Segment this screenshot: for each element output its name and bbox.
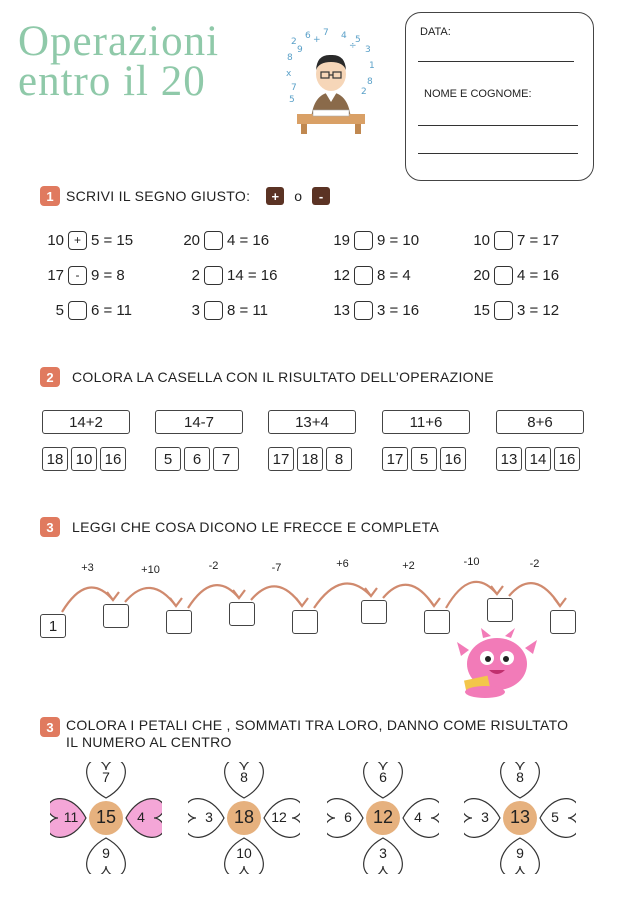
svg-text:2: 2 bbox=[361, 87, 367, 97]
answer-box[interactable] bbox=[292, 610, 318, 634]
svg-text:7: 7 bbox=[323, 28, 329, 38]
operand-b-result: 4 = 16 bbox=[517, 266, 560, 284]
svg-text:1: 1 bbox=[369, 61, 375, 71]
arrow-label: +3 bbox=[81, 562, 94, 574]
sign-answer-box[interactable] bbox=[204, 266, 223, 285]
sign-answer-box[interactable] bbox=[68, 301, 87, 320]
equation bbox=[44, 264, 125, 286]
svg-text:8: 8 bbox=[287, 53, 293, 63]
flower-center-number: 13 bbox=[509, 807, 531, 827]
equation bbox=[330, 264, 411, 286]
answer-option-box[interactable]: 16 bbox=[100, 447, 126, 471]
answer-option-box[interactable]: 6 bbox=[184, 447, 210, 471]
equation bbox=[44, 299, 132, 321]
svg-text:5: 5 bbox=[355, 35, 361, 45]
section-1-badge: 1 bbox=[40, 186, 60, 206]
arrow-label: +2 bbox=[402, 560, 415, 572]
answer-box[interactable] bbox=[550, 610, 576, 634]
answer-box[interactable] bbox=[103, 604, 129, 628]
arrow-curve bbox=[509, 583, 560, 606]
operand-b-result: 9 = 8 bbox=[91, 266, 125, 284]
petal-number-left: 3 bbox=[481, 809, 489, 825]
answer-option-box[interactable]: 13 bbox=[496, 447, 522, 471]
equation bbox=[180, 299, 268, 321]
sign-answer-box[interactable] bbox=[494, 266, 513, 285]
arrow-head bbox=[365, 588, 377, 596]
equation bbox=[44, 229, 133, 251]
student-illustration bbox=[283, 28, 379, 136]
petal-number-left: 11 bbox=[63, 809, 79, 825]
petal-number-bottom: 9 bbox=[102, 845, 110, 861]
arrow-curve bbox=[125, 588, 176, 606]
or-text: o bbox=[294, 188, 303, 204]
sign-answer-box[interactable] bbox=[494, 231, 513, 250]
petal-number-top: 6 bbox=[379, 769, 387, 785]
petal-number-left: 6 bbox=[344, 809, 352, 825]
operand-a: 13 bbox=[333, 301, 350, 319]
operand-a: 10 bbox=[473, 231, 490, 249]
operand-b-result: 8 = 11 bbox=[227, 301, 269, 319]
name-label: NOME E COGNOME: bbox=[424, 88, 532, 100]
plus-sign-badge: + bbox=[266, 187, 284, 205]
petal-number-right: 12 bbox=[271, 809, 287, 825]
operand-a: 20 bbox=[473, 266, 490, 284]
operand-a: 5 bbox=[55, 301, 64, 319]
section-2-badge: 2 bbox=[40, 367, 60, 387]
operand-a: 3 bbox=[191, 301, 200, 319]
petal-number-bottom: 10 bbox=[236, 845, 252, 861]
petal-number-left: 3 bbox=[205, 809, 213, 825]
answer-option-box[interactable]: 5 bbox=[155, 447, 181, 471]
petal-number-top: 8 bbox=[240, 769, 248, 785]
sign-answer-box[interactable]: + bbox=[68, 231, 87, 250]
operand-a: 20 bbox=[183, 231, 200, 249]
arrow-head bbox=[554, 598, 566, 606]
petal-number-bottom: 3 bbox=[379, 845, 387, 861]
arrow-label: +10 bbox=[141, 564, 160, 576]
section-1-title: SCRIVI IL SEGNO GIUSTO: bbox=[66, 188, 251, 204]
section-3-badge: 3 bbox=[40, 517, 60, 537]
flower-center-number: 18 bbox=[233, 807, 255, 827]
operand-b-result: 3 = 16 bbox=[377, 301, 420, 319]
equation bbox=[180, 264, 277, 286]
answer-option-box[interactable]: 17 bbox=[382, 447, 408, 471]
operation-box: 14-7 bbox=[155, 410, 243, 434]
operand-b-result: 4 = 16 bbox=[227, 231, 270, 249]
operand-b-result: 3 = 12 bbox=[517, 301, 560, 319]
svg-text:2: 2 bbox=[291, 37, 297, 47]
answer-option-box[interactable]: 7 bbox=[213, 447, 239, 471]
operand-a: 2 bbox=[191, 266, 200, 284]
student-info-box bbox=[405, 12, 594, 181]
section-1-header bbox=[40, 186, 330, 206]
sign-answer-box[interactable] bbox=[494, 301, 513, 320]
section-4-title-line-2: IL NUMERO AL CENTRO bbox=[66, 734, 232, 750]
operand-a: 10 bbox=[47, 231, 64, 249]
equation bbox=[330, 299, 419, 321]
answer-box[interactable] bbox=[424, 610, 450, 634]
equation bbox=[470, 229, 559, 251]
operand-b-result: 14 = 16 bbox=[227, 266, 278, 284]
arrow-head bbox=[296, 598, 308, 606]
equation bbox=[470, 299, 559, 321]
petal-number-right: 5 bbox=[551, 809, 559, 825]
name-field-line-2[interactable] bbox=[418, 153, 578, 154]
answer-option-box[interactable]: 18 bbox=[42, 447, 68, 471]
answer-option-box[interactable]: 16 bbox=[440, 447, 466, 471]
answer-box[interactable] bbox=[361, 600, 387, 624]
answer-box[interactable] bbox=[229, 602, 255, 626]
arrow-head bbox=[491, 586, 503, 594]
equation bbox=[470, 264, 559, 286]
section-2-title: COLORA LA CASELLA CON IL RISULTATO DELL’OPERAZIONE bbox=[72, 369, 494, 385]
operand-b-result: 6 = 11 bbox=[91, 301, 133, 319]
petal-number-top: 7 bbox=[102, 769, 110, 785]
arrow-label: +6 bbox=[336, 558, 349, 570]
section-2-header bbox=[40, 367, 494, 387]
arrow-curve bbox=[251, 586, 302, 606]
operand-a: 17 bbox=[47, 266, 64, 284]
answer-option-box[interactable]: 5 bbox=[411, 447, 437, 471]
equation bbox=[330, 229, 419, 251]
section-4-title-line-1: COLORA I PETALI CHE , SOMMATI TRA LORO, DANNO COME RISULTATO bbox=[66, 717, 569, 733]
operation-box: 14+2 bbox=[42, 410, 130, 434]
operand-b-result: 5 = 15 bbox=[91, 231, 134, 249]
date-label: DATA: bbox=[420, 26, 451, 38]
answer-box[interactable] bbox=[487, 598, 513, 622]
svg-text:5: 5 bbox=[289, 95, 295, 105]
name-field-line-1[interactable] bbox=[418, 125, 578, 126]
sign-answer-box[interactable] bbox=[354, 231, 373, 250]
svg-text:9: 9 bbox=[297, 45, 303, 55]
petal-number-bottom: 9 bbox=[516, 845, 524, 861]
start-number-box: 1 bbox=[40, 614, 66, 638]
petal-number-right: 4 bbox=[137, 809, 145, 825]
operand-b-result: 9 = 10 bbox=[377, 231, 420, 249]
arrow-head bbox=[233, 590, 245, 598]
arrow-label: -10 bbox=[463, 556, 480, 568]
equation bbox=[180, 229, 269, 251]
svg-text:x: x bbox=[286, 69, 292, 79]
arrow-head bbox=[170, 598, 182, 606]
arrow-label: -2 bbox=[529, 558, 540, 570]
sign-answer-box[interactable] bbox=[204, 301, 223, 320]
arrow-label: -2 bbox=[208, 560, 219, 572]
petal-number-right: 4 bbox=[414, 809, 422, 825]
operation-box: 11+6 bbox=[382, 410, 470, 434]
section-3-title: LEGGI CHE COSA DICONO LE FRECCE E COMPLETA bbox=[72, 519, 440, 535]
operand-b-result: 8 = 4 bbox=[377, 266, 411, 284]
worksheet-title bbox=[18, 18, 220, 105]
monster-illustration bbox=[455, 628, 539, 700]
operation-box: 8+6 bbox=[496, 410, 584, 434]
flower-center-number: 15 bbox=[95, 807, 117, 827]
svg-text:7: 7 bbox=[291, 83, 297, 93]
svg-text:+: + bbox=[313, 35, 321, 45]
sign-answer-box[interactable] bbox=[354, 266, 373, 285]
date-field-line[interactable] bbox=[418, 61, 574, 62]
arrow-label: -7 bbox=[271, 562, 282, 574]
minus-sign-badge: - bbox=[312, 187, 330, 205]
operand-a: 12 bbox=[333, 266, 350, 284]
svg-text:÷: ÷ bbox=[349, 41, 357, 51]
svg-text:6: 6 bbox=[305, 31, 311, 41]
arrow-head bbox=[428, 598, 440, 606]
sign-answer-box[interactable]: - bbox=[68, 266, 87, 285]
arrow-head bbox=[107, 592, 119, 600]
operand-b-result: 7 = 17 bbox=[517, 231, 560, 249]
answer-option-box[interactable]: 17 bbox=[268, 447, 294, 471]
arrow-curve bbox=[383, 585, 434, 606]
answer-option-box[interactable]: 18 bbox=[297, 447, 323, 471]
svg-text:8: 8 bbox=[367, 77, 373, 87]
operand-a: 15 bbox=[473, 301, 490, 319]
petal-number-top: 8 bbox=[516, 769, 524, 785]
answer-option-box[interactable]: 16 bbox=[554, 447, 580, 471]
sign-answer-box[interactable] bbox=[204, 231, 223, 250]
section-4-badge: 3 bbox=[40, 717, 60, 737]
title-line-2: entro il 20 bbox=[18, 58, 206, 105]
sign-answer-box[interactable] bbox=[354, 301, 373, 320]
answer-option-box[interactable]: 10 bbox=[71, 447, 97, 471]
answer-box[interactable] bbox=[166, 610, 192, 634]
svg-text:3: 3 bbox=[365, 45, 371, 55]
title-line-1: Operazioni bbox=[18, 18, 220, 65]
section-4-header bbox=[40, 717, 568, 751]
flower-center-number: 12 bbox=[372, 807, 394, 827]
section-3-header bbox=[40, 517, 439, 537]
operation-box: 13+4 bbox=[268, 410, 356, 434]
answer-option-box[interactable]: 8 bbox=[326, 447, 352, 471]
operand-a: 19 bbox=[333, 231, 350, 249]
svg-text:4: 4 bbox=[341, 31, 347, 41]
answer-option-box[interactable]: 14 bbox=[525, 447, 551, 471]
